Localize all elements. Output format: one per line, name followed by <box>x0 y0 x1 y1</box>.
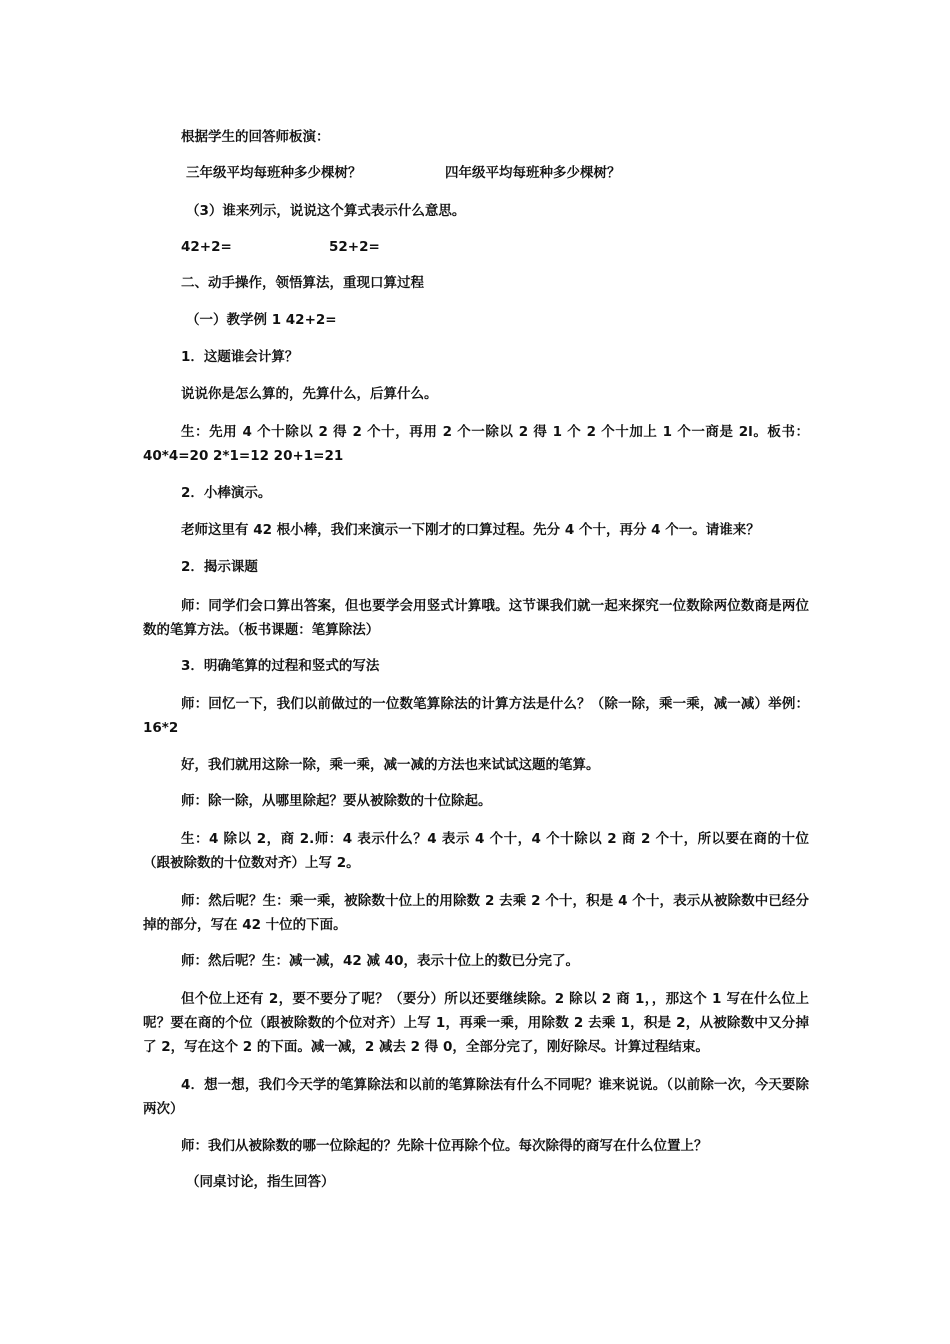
text-line: 42+2= <box>181 239 232 255</box>
text-line: 52+2= <box>329 239 380 255</box>
paragraph: 4．想一想，我们今天学的笔算除法和以前的笔算除法有什么不同呢？谁来说说。（以前除一次，今天要除两次） <box>143 1077 809 1117</box>
text-line: 好，我们就用这除一除，乘一乘，减一减的方法也来试试这题的笔算。 <box>181 757 600 773</box>
text-line: （同桌讨论，指生回答） <box>186 1174 335 1190</box>
text-line: （一）教学例 1 42+2= <box>186 312 337 328</box>
paragraph: 师：回忆一下，我们以前做过的一位数笔算除法的计算方法是什么？（除一除，乘一乘，减一减）举例：16*2 <box>143 696 809 736</box>
paragraph: 生：4 除以 2，商 2.师：4 表示什么？4 表示 4 个十，4 个十除以 2 商 2 个十，所以要在商的十位（跟被除数的十位数对齐）上写 2。 <box>143 831 809 871</box>
text-line: 师：然后呢？生：减一减，42 减 40，表示十位上的数已分完了。 <box>181 953 579 969</box>
paragraph: 但个位上还有 2，要不要分了呢？（要分）所以还要继续除。2 除以 2 商 1，，那这个 1 写在什么位上呢？要在商的个位（跟被除数的个位对齐）上写 1，再乘一乘，用除数 2 去乘 1，积是 2，从被除数中又分掉了 2，写在这个 2 的下面。减一减，2 减去 2 得 0，全部分完了，刚好除尽。计算过程结束。 <box>143 991 809 1055</box>
text-line: 老师这里有 42 根小棒，我们来演示一下刚才的口算过程。先分 4 个十，再分 4 个一。请谁来？ <box>181 522 760 538</box>
text-line: 说说你是怎么算的，先算什么，后算什么。 <box>181 386 438 402</box>
text-line: 2．揭示课题 <box>181 559 258 575</box>
text-line: 三年级平均每班种多少棵树？ <box>186 165 362 181</box>
text-line: （3）谁来列示，说说这个算式表示什么意思。 <box>186 203 466 219</box>
text-line: 2．小棒演示。 <box>181 485 272 501</box>
paragraph: 师：然后呢？生：乘一乘，被除数十位上的用除数 2 去乘 2 个十，积是 4 个十，表示从被除数中已经分掉的部分，写在 42 十位的下面。 <box>143 893 809 933</box>
text-line: 师：我们从被除数的哪一位除起的？先除十位再除个位。每次除得的商写在什么位置上？ <box>181 1138 708 1154</box>
text-line: 师：除一除，从哪里除起？要从被除数的十位除起。 <box>181 793 492 809</box>
text-line: 3．明确笔算的过程和竖式的写法 <box>181 658 380 674</box>
paragraph: 生：先用 4 个十除以 2 得 2 个十，再用 2 个一除以 2 得 1 个 2 个十加上 1 个一商是 2l。板书：40*4=20 2*1=12 20+1=21 <box>143 424 809 464</box>
text-line: 根据学生的回答师板演： <box>181 129 330 145</box>
section-heading: 二、动手操作，领悟算法，重现口算过程 <box>181 275 424 291</box>
paragraph: 师：同学们会口算出答案，但也要学会用竖式计算哦。这节课我们就一起来探究一位数除两位数商是两位数的笔算方法。（板书课题：笔算除法） <box>143 598 809 638</box>
text-line: 1．这题谁会计算？ <box>181 349 299 365</box>
text-line: 四年级平均每班种多少棵树？ <box>445 165 621 181</box>
